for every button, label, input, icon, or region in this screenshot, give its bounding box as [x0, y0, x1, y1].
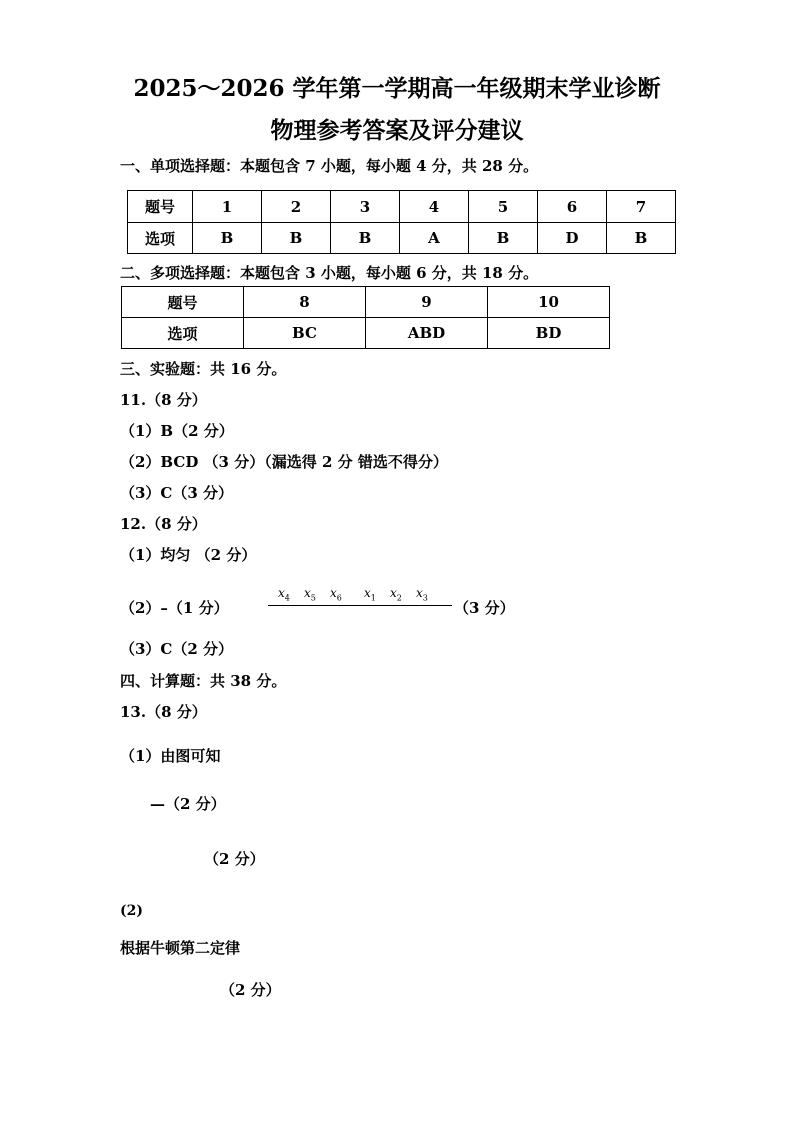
q13-part2-score: （2 分） [220, 981, 281, 999]
question-number: 9 [366, 287, 488, 318]
section2-heading: 二、多项选择题：本题包含 3 小题，每小题 6 分，共 18 分。 [120, 264, 539, 282]
answer-cell: A [400, 223, 469, 254]
q11-answer-2: （2）BCD （3 分）（漏选得 2 分 错选不得分） [120, 453, 448, 471]
question-number: 6 [538, 191, 607, 223]
row-label: 题号 [122, 287, 244, 318]
table-row [122, 287, 610, 318]
formula-term: $x_1$ [364, 586, 376, 603]
multi-choice-table [121, 286, 610, 349]
section1-heading: 一、单项选择题：本题包含 7 小题，每小题 4 分，共 28 分。 [120, 157, 539, 175]
row-label: 选项 [122, 318, 244, 349]
fraction-bar [268, 605, 452, 606]
formula-term: $x_5$ [304, 586, 316, 603]
page-title: 2025～2026 学年第一学期高一年级期末学业诊断 [133, 75, 661, 102]
q13-title: 13.（8 分） [120, 703, 207, 721]
q13-part2-label: (2) [120, 903, 143, 919]
formula-term: $x_2$ [390, 586, 402, 603]
q12-answer-2-prefix: （2）–（1 分） [120, 599, 229, 617]
row-label: 选项 [128, 223, 193, 254]
section4-heading: 四、计算题：共 38 分。 [120, 672, 287, 690]
q13-part1-score-a: —（2 分） [150, 795, 226, 813]
section3-heading: 三、实验题：共 16 分。 [120, 360, 287, 378]
question-number: 4 [400, 191, 469, 223]
question-number: 7 [607, 191, 676, 223]
q11-title: 11.（8 分） [120, 391, 207, 409]
answer-cell: ABD [366, 318, 488, 349]
answer-cell: D [538, 223, 607, 254]
answer-cell: B [469, 223, 538, 254]
q12-answer-2-score: （3 分） [454, 599, 515, 617]
answer-cell: B [262, 223, 331, 254]
q13-part1: （1）由图可知 [120, 747, 221, 765]
answer-cell: BD [488, 318, 610, 349]
single-choice-table [127, 190, 676, 254]
formula-term: $x_3$ [416, 586, 428, 603]
question-number: 3 [331, 191, 400, 223]
q11-answer-3: （3）C（3 分） [120, 484, 234, 502]
question-number: 5 [469, 191, 538, 223]
answer-cell: B [607, 223, 676, 254]
q13-part1-score-b: （2 分） [204, 850, 265, 868]
question-number: 8 [244, 287, 366, 318]
q12-answer-1: （1）均匀 （2 分） [120, 546, 257, 564]
answer-cell: B [331, 223, 400, 254]
formula-term: $x_6$ [330, 586, 342, 603]
table-row [128, 191, 676, 223]
row-label: 题号 [128, 191, 193, 223]
question-number: 1 [193, 191, 262, 223]
page-subtitle: 物理参考答案及评分建议 [270, 117, 524, 144]
q11-answer-1: （1）B（2 分） [120, 422, 234, 440]
table-row [122, 318, 610, 349]
question-number: 10 [488, 287, 610, 318]
q13-part2-text: 根据牛顿第二定律 [120, 939, 241, 957]
q12-title: 12.（8 分） [120, 515, 207, 533]
formula-term: $x_4$ [278, 586, 290, 603]
question-number: 2 [262, 191, 331, 223]
q12-answer-3: （3）C（2 分） [120, 640, 234, 658]
answer-cell: BC [244, 318, 366, 349]
answer-cell: B [193, 223, 262, 254]
table-row [128, 223, 676, 254]
